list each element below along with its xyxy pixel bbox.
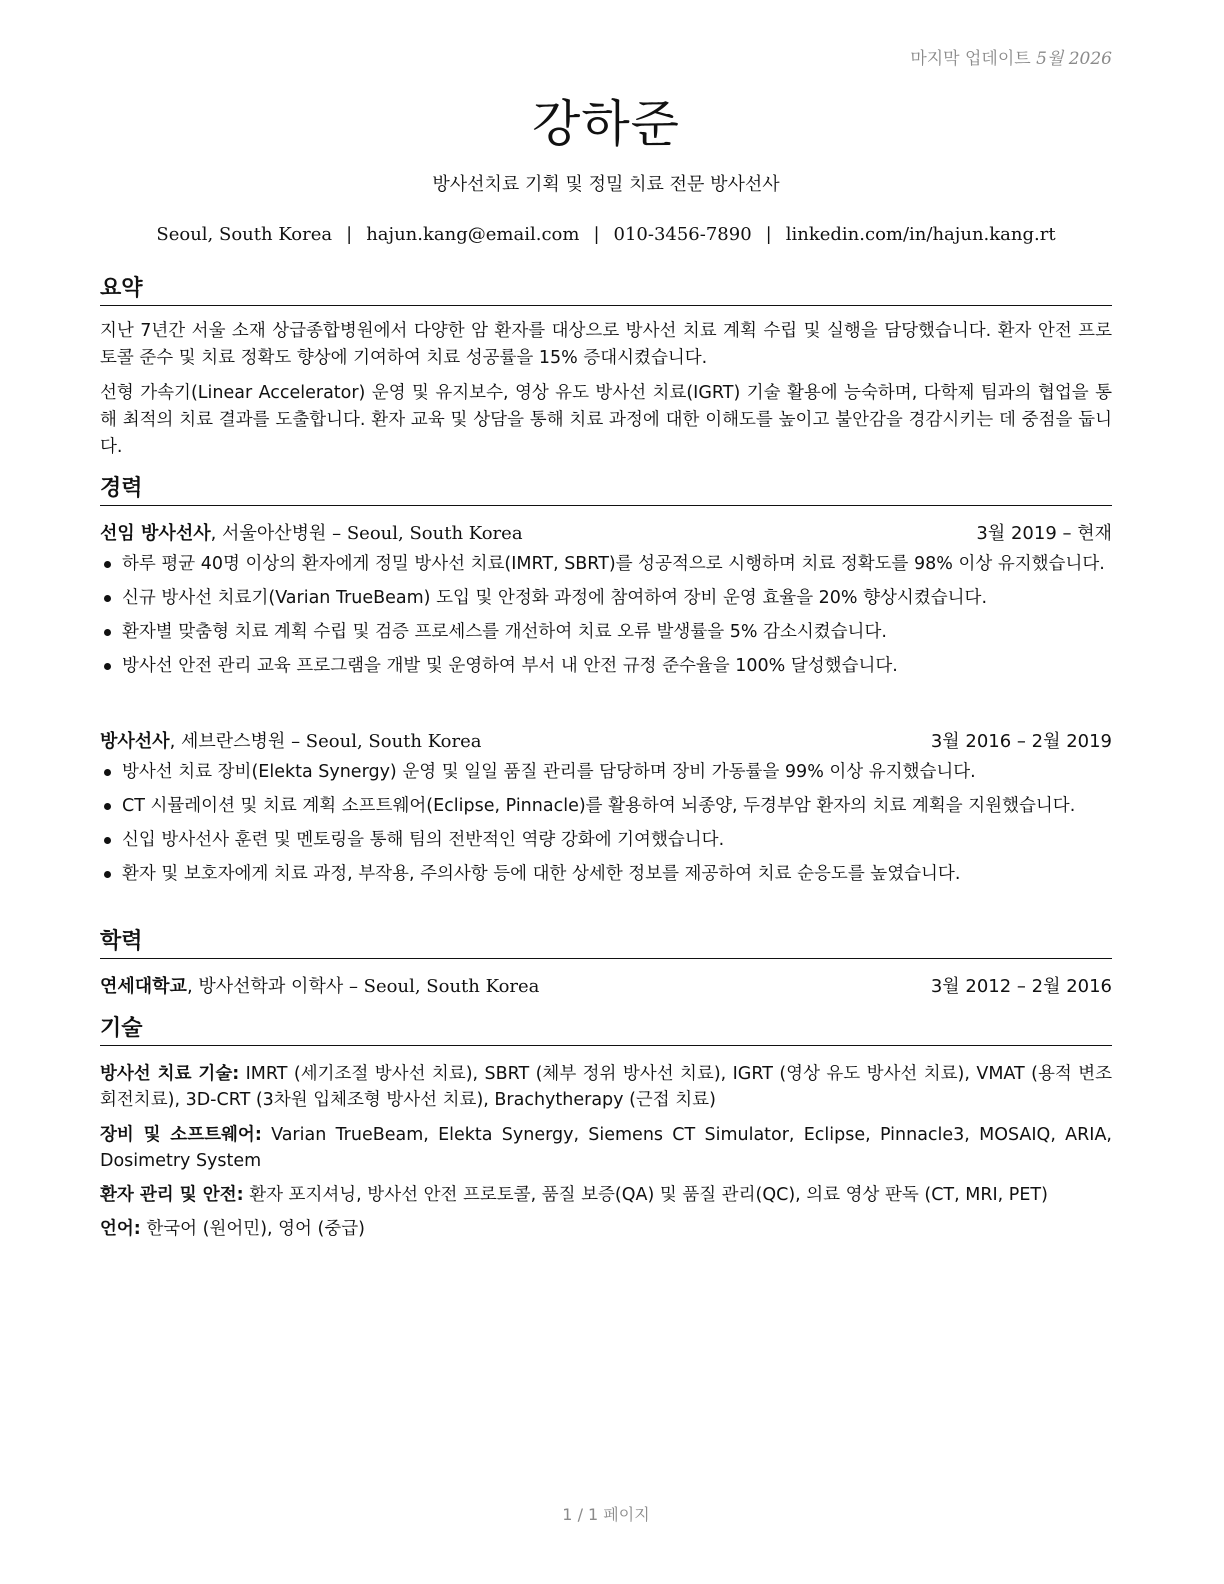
education-entry [100, 974, 1112, 1000]
education-school: 연세대학교 [100, 976, 187, 997]
contact-separator: | [593, 224, 600, 245]
job-header [100, 729, 1112, 755]
skill-entry [100, 1122, 1112, 1174]
contact-separator: | [346, 224, 353, 245]
skill-label: 방사선 치료 기술: [100, 1064, 240, 1084]
job-bullet: 하루 평균 40명 이상의 환자에게 정밀 방사선 치료(IMRT, SBRT)를 성공적으로 시행하며 치료 정확도를 98% 이상 유지했습니다. [100, 551, 1112, 577]
job-header [100, 521, 1112, 547]
job-role: 선임 방사선사 [100, 523, 211, 544]
job-bullets [100, 551, 1112, 687]
job-bullet: CT 시뮬레이션 및 치료 계획 소프트웨어(Eclipse, Pinnacle)를 활용하여 뇌종양, 두경부암 환자의 치료 계획을 지원했습니다. [100, 793, 1112, 819]
section-title-skills: 기술 [100, 1015, 1112, 1046]
skill-value: IMRT (세기조절 방사선 치료), SBRT (체부 정위 방사선 치료), IGRT (영상 유도 방사선 치료), VMAT (용적 변조 회전치료), 3D-CRT (3차원 입체조형 방사선 치료), Brachytherapy (근접 치료) [100, 1064, 1112, 1110]
job-dates: 3월 2016 – 2월 2019 [930, 731, 1112, 752]
job-bullets [100, 759, 1112, 895]
contact-location: Seoul, South Korea [156, 224, 333, 245]
job-location: – Seoul, South Korea [285, 731, 482, 752]
last-updated-prefix: 마지막 업데이트 [910, 49, 1031, 69]
job-role: 방사선사 [100, 731, 170, 752]
page-indicator: 1 / 1 페이지 [562, 1505, 650, 1524]
candidate-name: 강하준 [532, 95, 680, 153]
skill-value: Varian TrueBeam, Elekta Synergy, Siemens CT Simulator, Eclipse, Pinnacle3, MOSAIQ, ARIA, Dosimetry System [100, 1125, 1112, 1171]
job-employer: , 서울아산병원 [210, 523, 327, 544]
last-updated-year: 2026 [1068, 49, 1112, 69]
job-location: – Seoul, South Korea [326, 523, 523, 544]
contact-phone: 010-3456-7890 [613, 224, 752, 245]
candidate-headline: 방사선치료 기획 및 정밀 치료 전문 방사선사 [432, 174, 780, 195]
job-employer: , 세브란스병원 [169, 731, 286, 752]
summary-paragraph: 지난 7년간 서울 소재 상급종합병원에서 다양한 암 환자를 대상으로 방사선 치료 계획 수립 및 실행을 담당했습니다. 환자 안전 프로토콜 준수 및 치료 정확도 향상에 기여하여 치료 성공률을 15% 증대시켰습니다. [100, 321, 1112, 368]
education-dates: 3월 2012 – 2월 2016 [930, 976, 1112, 997]
job-bullet: 환자별 맞춤형 치료 계획 수립 및 검증 프로세스를 개선하여 치료 오류 발생률을 5% 감소시켰습니다. [100, 619, 1112, 645]
job-bullet: 방사선 안전 관리 교육 프로그램을 개발 및 운영하여 부서 내 안전 규정 준수율을 100% 달성했습니다. [100, 653, 1112, 679]
resume-page [100, 0, 1112, 1584]
education-location: – Seoul, South Korea [343, 976, 540, 997]
section-title-experience: 경력 [100, 475, 1112, 506]
skill-entry [100, 1216, 1112, 1242]
education-degree: , 방사선학과 이학사 [186, 976, 344, 997]
last-updated [910, 44, 1112, 69]
job-dates: 3월 2019 – 현재 [976, 523, 1112, 544]
job-bullet: 신입 방사선사 훈련 및 멘토링을 통해 팀의 전반적인 역량 강화에 기여했습니다. [100, 827, 1112, 853]
skill-value: 한국어 (원어민), 영어 (중급) [140, 1219, 365, 1239]
skill-entry [100, 1061, 1112, 1113]
skill-label: 환자 관리 및 안전: [100, 1185, 244, 1205]
summary-paragraph: 선형 가속기(Linear Accelerator) 운영 및 유지보수, 영상 유도 방사선 치료(IGRT) 기술 활용에 능숙하며, 다학제 팀과의 협업을 통해 최적의 치료 결과를 도출합니다. 환자 교육 및 상담을 통해 치료 과정에 대한 이해도를 높이고 불안감을 경감시키는 데 중점을 둡니다. [100, 383, 1112, 457]
skill-entry [100, 1182, 1112, 1208]
contact-linkedin[interactable]: linkedin.com/in/hajun.kang.rt [785, 224, 1056, 245]
section-title-summary: 요약 [100, 275, 1112, 306]
last-updated-month: 5월 [1036, 49, 1064, 69]
job-bullet: 신규 방사선 치료기(Varian TrueBeam) 도입 및 안정화 과정에 참여하여 장비 운영 효율을 20% 향상시켰습니다. [100, 585, 1112, 611]
job-bullet: 방사선 치료 장비(Elekta Synergy) 운영 및 일일 품질 관리를 담당하며 장비 가동률을 99% 이상 유지했습니다. [100, 759, 1112, 785]
contact-separator: | [765, 224, 772, 245]
skill-label: 장비 및 소프트웨어: [100, 1125, 262, 1145]
skill-value: 환자 포지셔닝, 방사선 안전 프로토콜, 품질 보증(QA) 및 품질 관리(QC), 의료 영상 판독 (CT, MRI, PET) [243, 1185, 1048, 1205]
contact-email[interactable]: hajun.kang@email.com [366, 224, 580, 245]
job-bullet: 환자 및 보호자에게 치료 과정, 부작용, 주의사항 등에 대한 상세한 정보를 제공하여 치료 순응도를 높였습니다. [100, 861, 1112, 887]
skill-label: 언어: [100, 1219, 141, 1239]
section-title-education: 학력 [100, 928, 1112, 959]
contact-line [100, 224, 1112, 245]
